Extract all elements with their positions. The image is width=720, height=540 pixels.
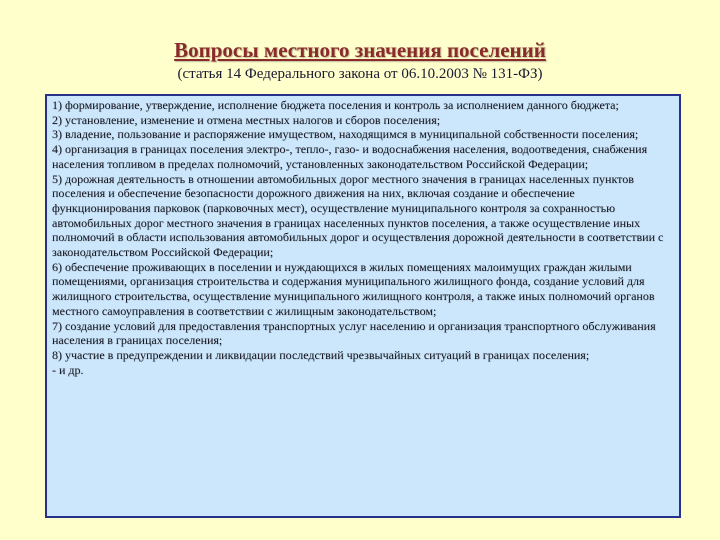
content-box <box>45 94 681 518</box>
list-item: 1) формирование, утверждение, исполнение бюджета поселения и контроль за исполнением данного бюджета; <box>52 98 619 112</box>
slide-subtitle: (статья 14 Федерального закона от 06.10.2003 № 131-ФЗ) <box>177 66 543 82</box>
list-item: - и др. <box>52 362 84 377</box>
list-item: 6) обеспечение проживающих в поселении и нуждающихся в жилых помещениях малоимущих граждан жилыми помещениями, организация строительства и содержания муниципального жилищного фонда, создание условий для жилищного строительства, осуществление муниципального жилищного контроля, а также иных полномочий органов местного самоуправления в соответствии с жилищным законодательством; <box>52 259 655 318</box>
list-item: 8) участие в предупреждении и ликвидации последствий чрезвычайных ситуаций в границах поселения; <box>52 347 590 362</box>
list-item: 4) организация в границах поселения электро-, тепло-, газо- и водоснабжения населения, водоотведения, снабжения населения топливом в пределах полномочий, установленных законодательством Российской Федерации; <box>52 142 648 171</box>
list-item: 7) создание условий для предоставления транспортных услуг населению и организация транспортного обслуживания населения в границах поселения; <box>52 318 656 348</box>
list-item: 2) установление, изменение и отмена местных налогов и сборов поселения; <box>52 112 441 127</box>
list-item: 3) владение, пользование и распоряжение имуществом, находящимся в муниципальной собственности поселения; <box>52 127 639 142</box>
list-item: 5) дорожная деятельность в отношении автомобильных дорог местного значения в границах населенных пунктов поселения и обеспечение безопасности дорожного движения на них, включая создание и обеспечение функционирования парковок (парковочных мест), осуществление муниципального контроля за сохранностью автомобильных дорог местного значения в границах населенных пунктов поселения, а также осуществление иных полномочий в области использования автомобильных дорог и осуществления дорожной деятельности в соответствии с законодательством Российской Федерации; <box>52 171 664 260</box>
slide-title: Вопросы местного значения поселений <box>174 38 546 62</box>
